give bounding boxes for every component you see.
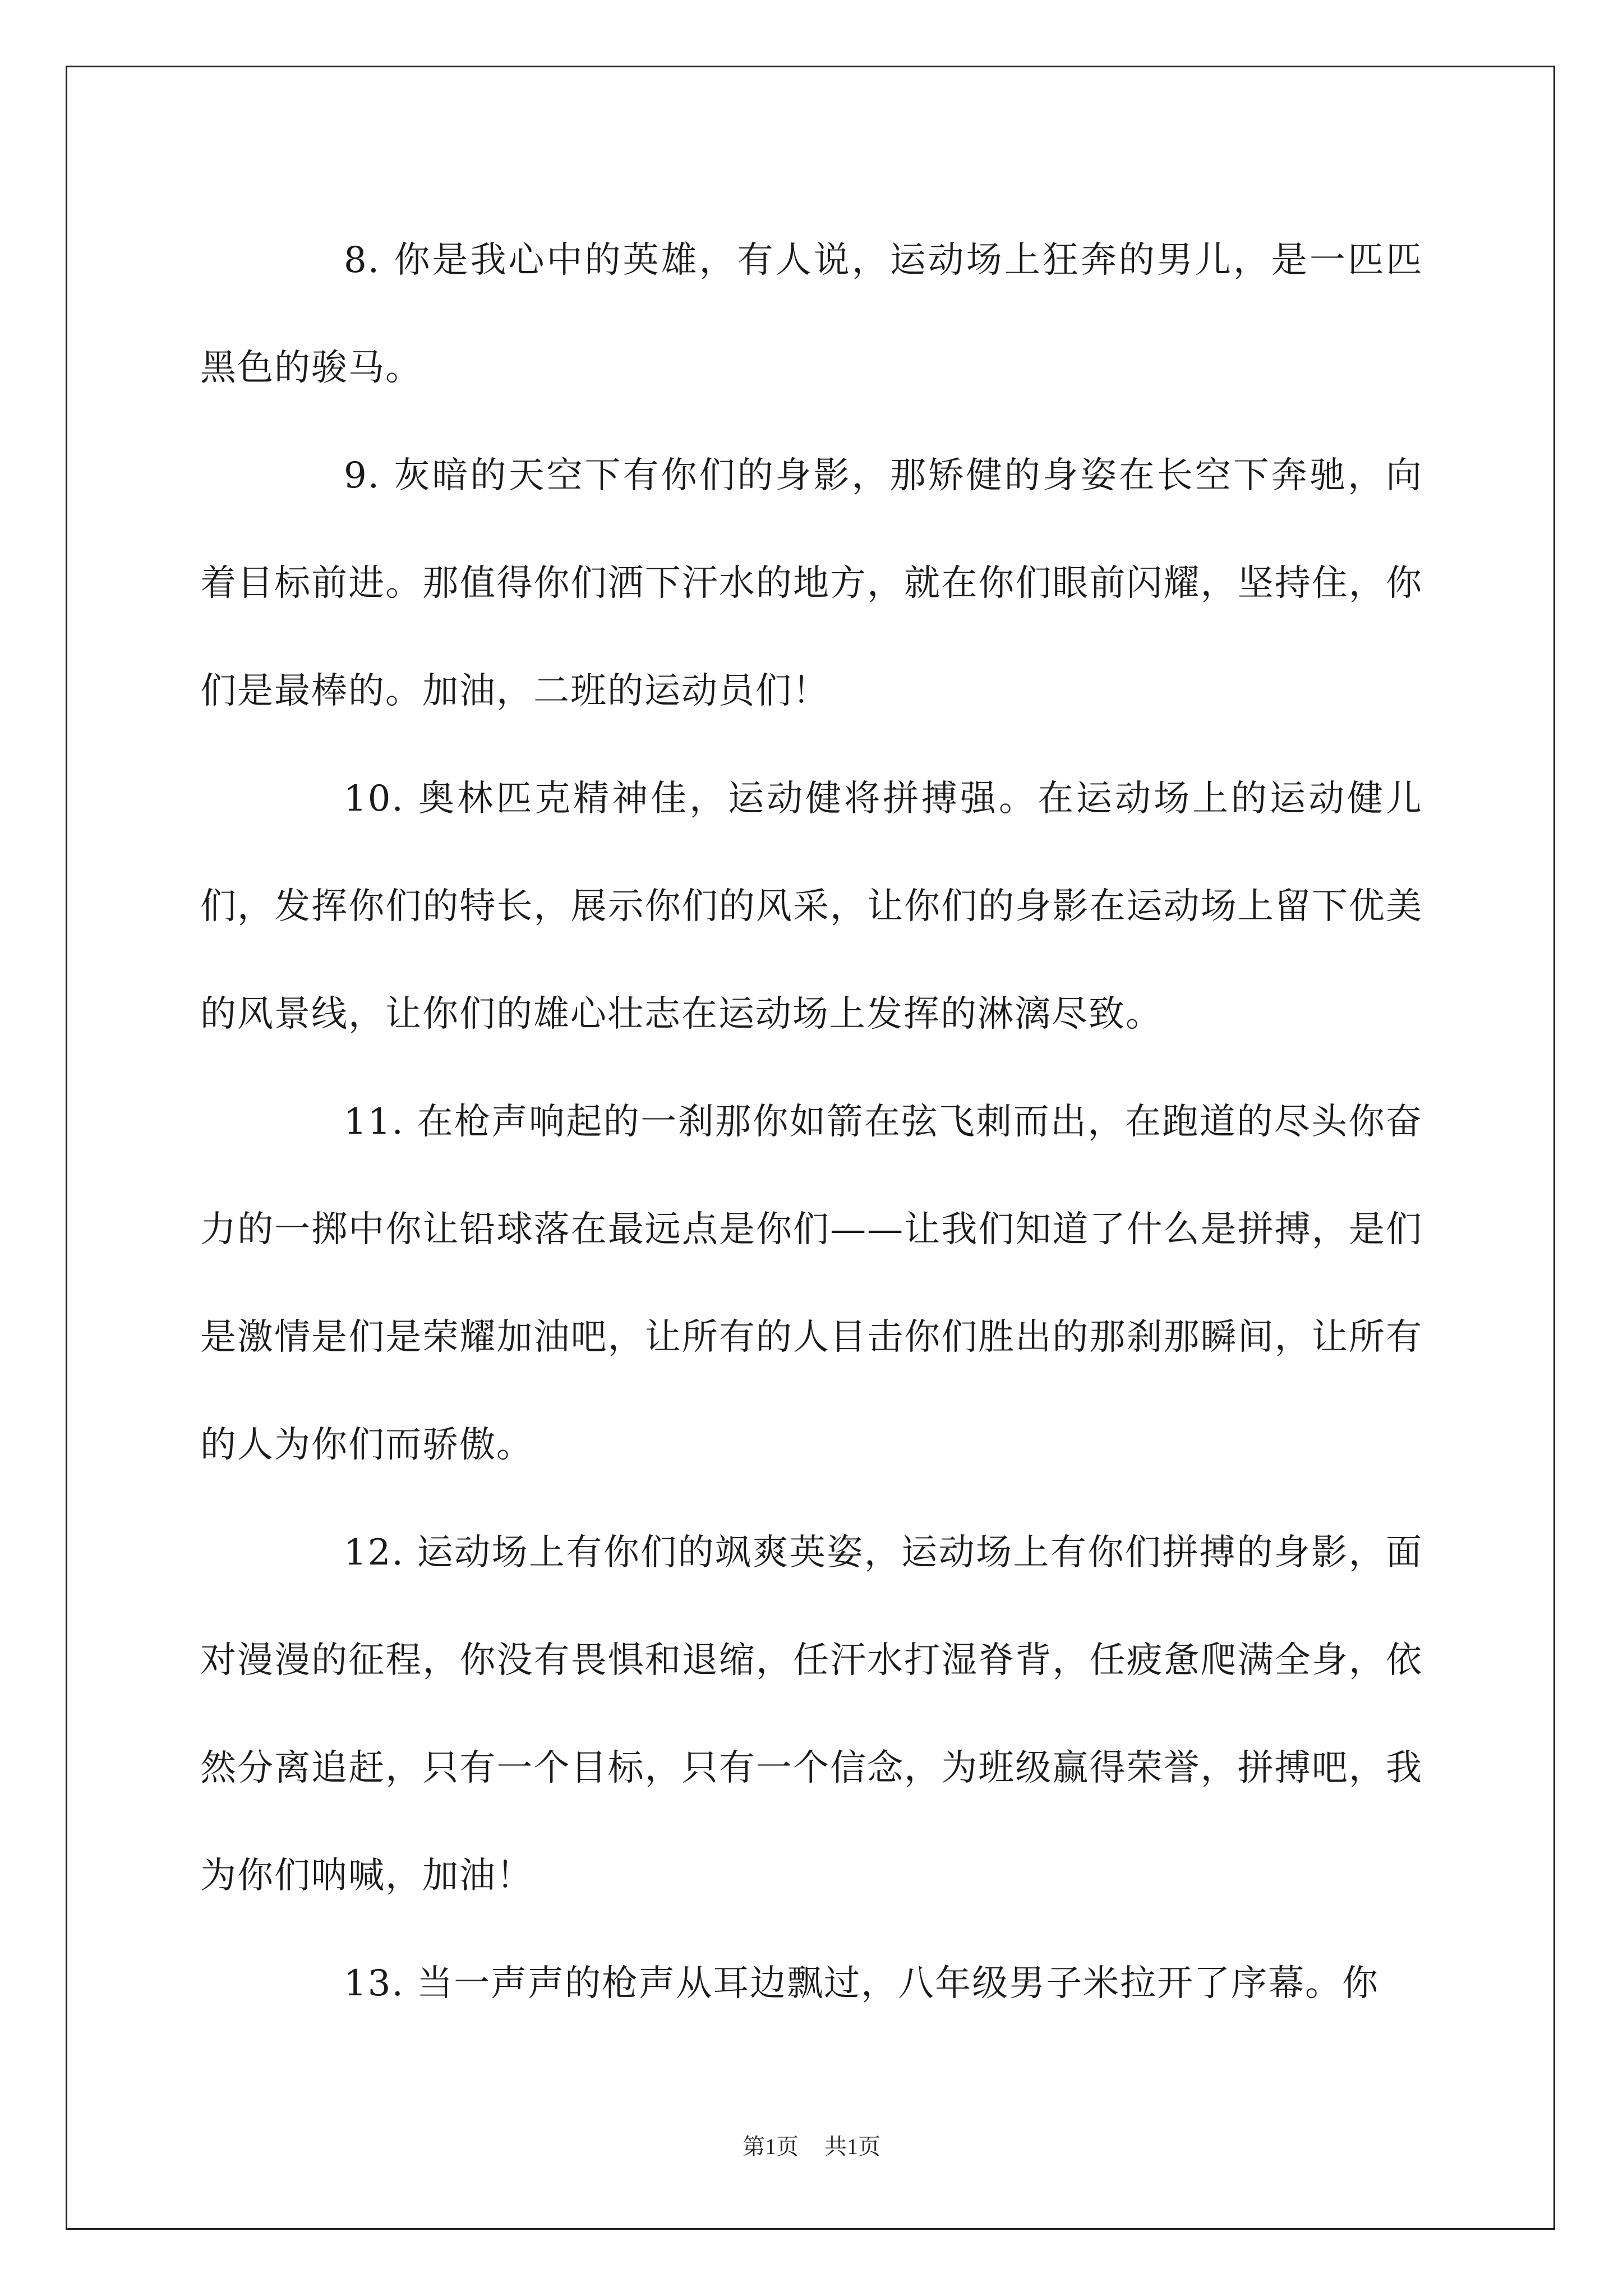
paragraph-text: 在枪声响起的一刹那你如箭在弦飞刺而出，在跑道的尽头你奋力的一掷中你让铅球落在最远点是你们——让我们知道了什么是拼搏，是们是激情是们是荣耀加油吧，让所有的人目击你们胜出的那刹那瞬间，让所有的人为你们而骄傲。 — [200, 1101, 1423, 1466]
document-body — [200, 206, 1423, 2037]
paragraph-12 — [200, 1499, 1423, 1930]
paragraph-number: 8. — [344, 240, 381, 281]
paragraph-text: 运动场上有你们的飒爽英姿，运动场上有你们拼搏的身影，面对漫漫的征程，你没有畏惧和退缩，任汗水打湿脊背，任疲惫爬满全身，依然分离追赶，只有一个目标，只有一个信念，为班级赢得荣誉，拼搏吧，我为你们呐喊，加油！ — [200, 1532, 1423, 1897]
paragraph-number: 9. — [344, 455, 381, 496]
paragraph-number: 10. — [344, 778, 404, 820]
paragraph-number: 13. — [344, 1963, 404, 2004]
paragraph-text: 当一声声的枪声从耳边飘过，八年级男子米拉开了序幕。你 — [417, 1963, 1380, 2004]
paragraph-text: 你是我心中的英雄，有人说，运动场上狂奔的男儿，是一匹匹黑色的骏马。 — [200, 240, 1423, 389]
page-total: 共1页 — [824, 2134, 880, 2159]
paragraph-13 — [200, 1930, 1423, 2037]
page-footer — [0, 2129, 1623, 2161]
paragraph-text: 奥林匹克精神佳，运动健将拼搏强。在运动场上的运动健儿们，发挥你们的特长，展示你们的风采，让你们的身影在运动场上留下优美的风景线，让你们的雄心壮志在运动场上发挥的淋漓尽致。 — [200, 778, 1423, 1035]
paragraph-text: 灰暗的天空下有你们的身影，那矫健的身姿在长空下奔驰，向着目标前进。那值得你们洒下汗水的地方，就在你们眼前闪耀，坚持住，你们是最棒的。加油，二班的运动员们！ — [200, 455, 1423, 712]
paragraph-11 — [200, 1068, 1423, 1499]
page-number: 第1页 — [743, 2134, 799, 2159]
paragraph-8 — [200, 206, 1423, 422]
paragraph-9 — [200, 422, 1423, 745]
paragraph-number: 11. — [344, 1101, 404, 1143]
paragraph-number: 12. — [344, 1532, 404, 1573]
paragraph-10 — [200, 745, 1423, 1068]
